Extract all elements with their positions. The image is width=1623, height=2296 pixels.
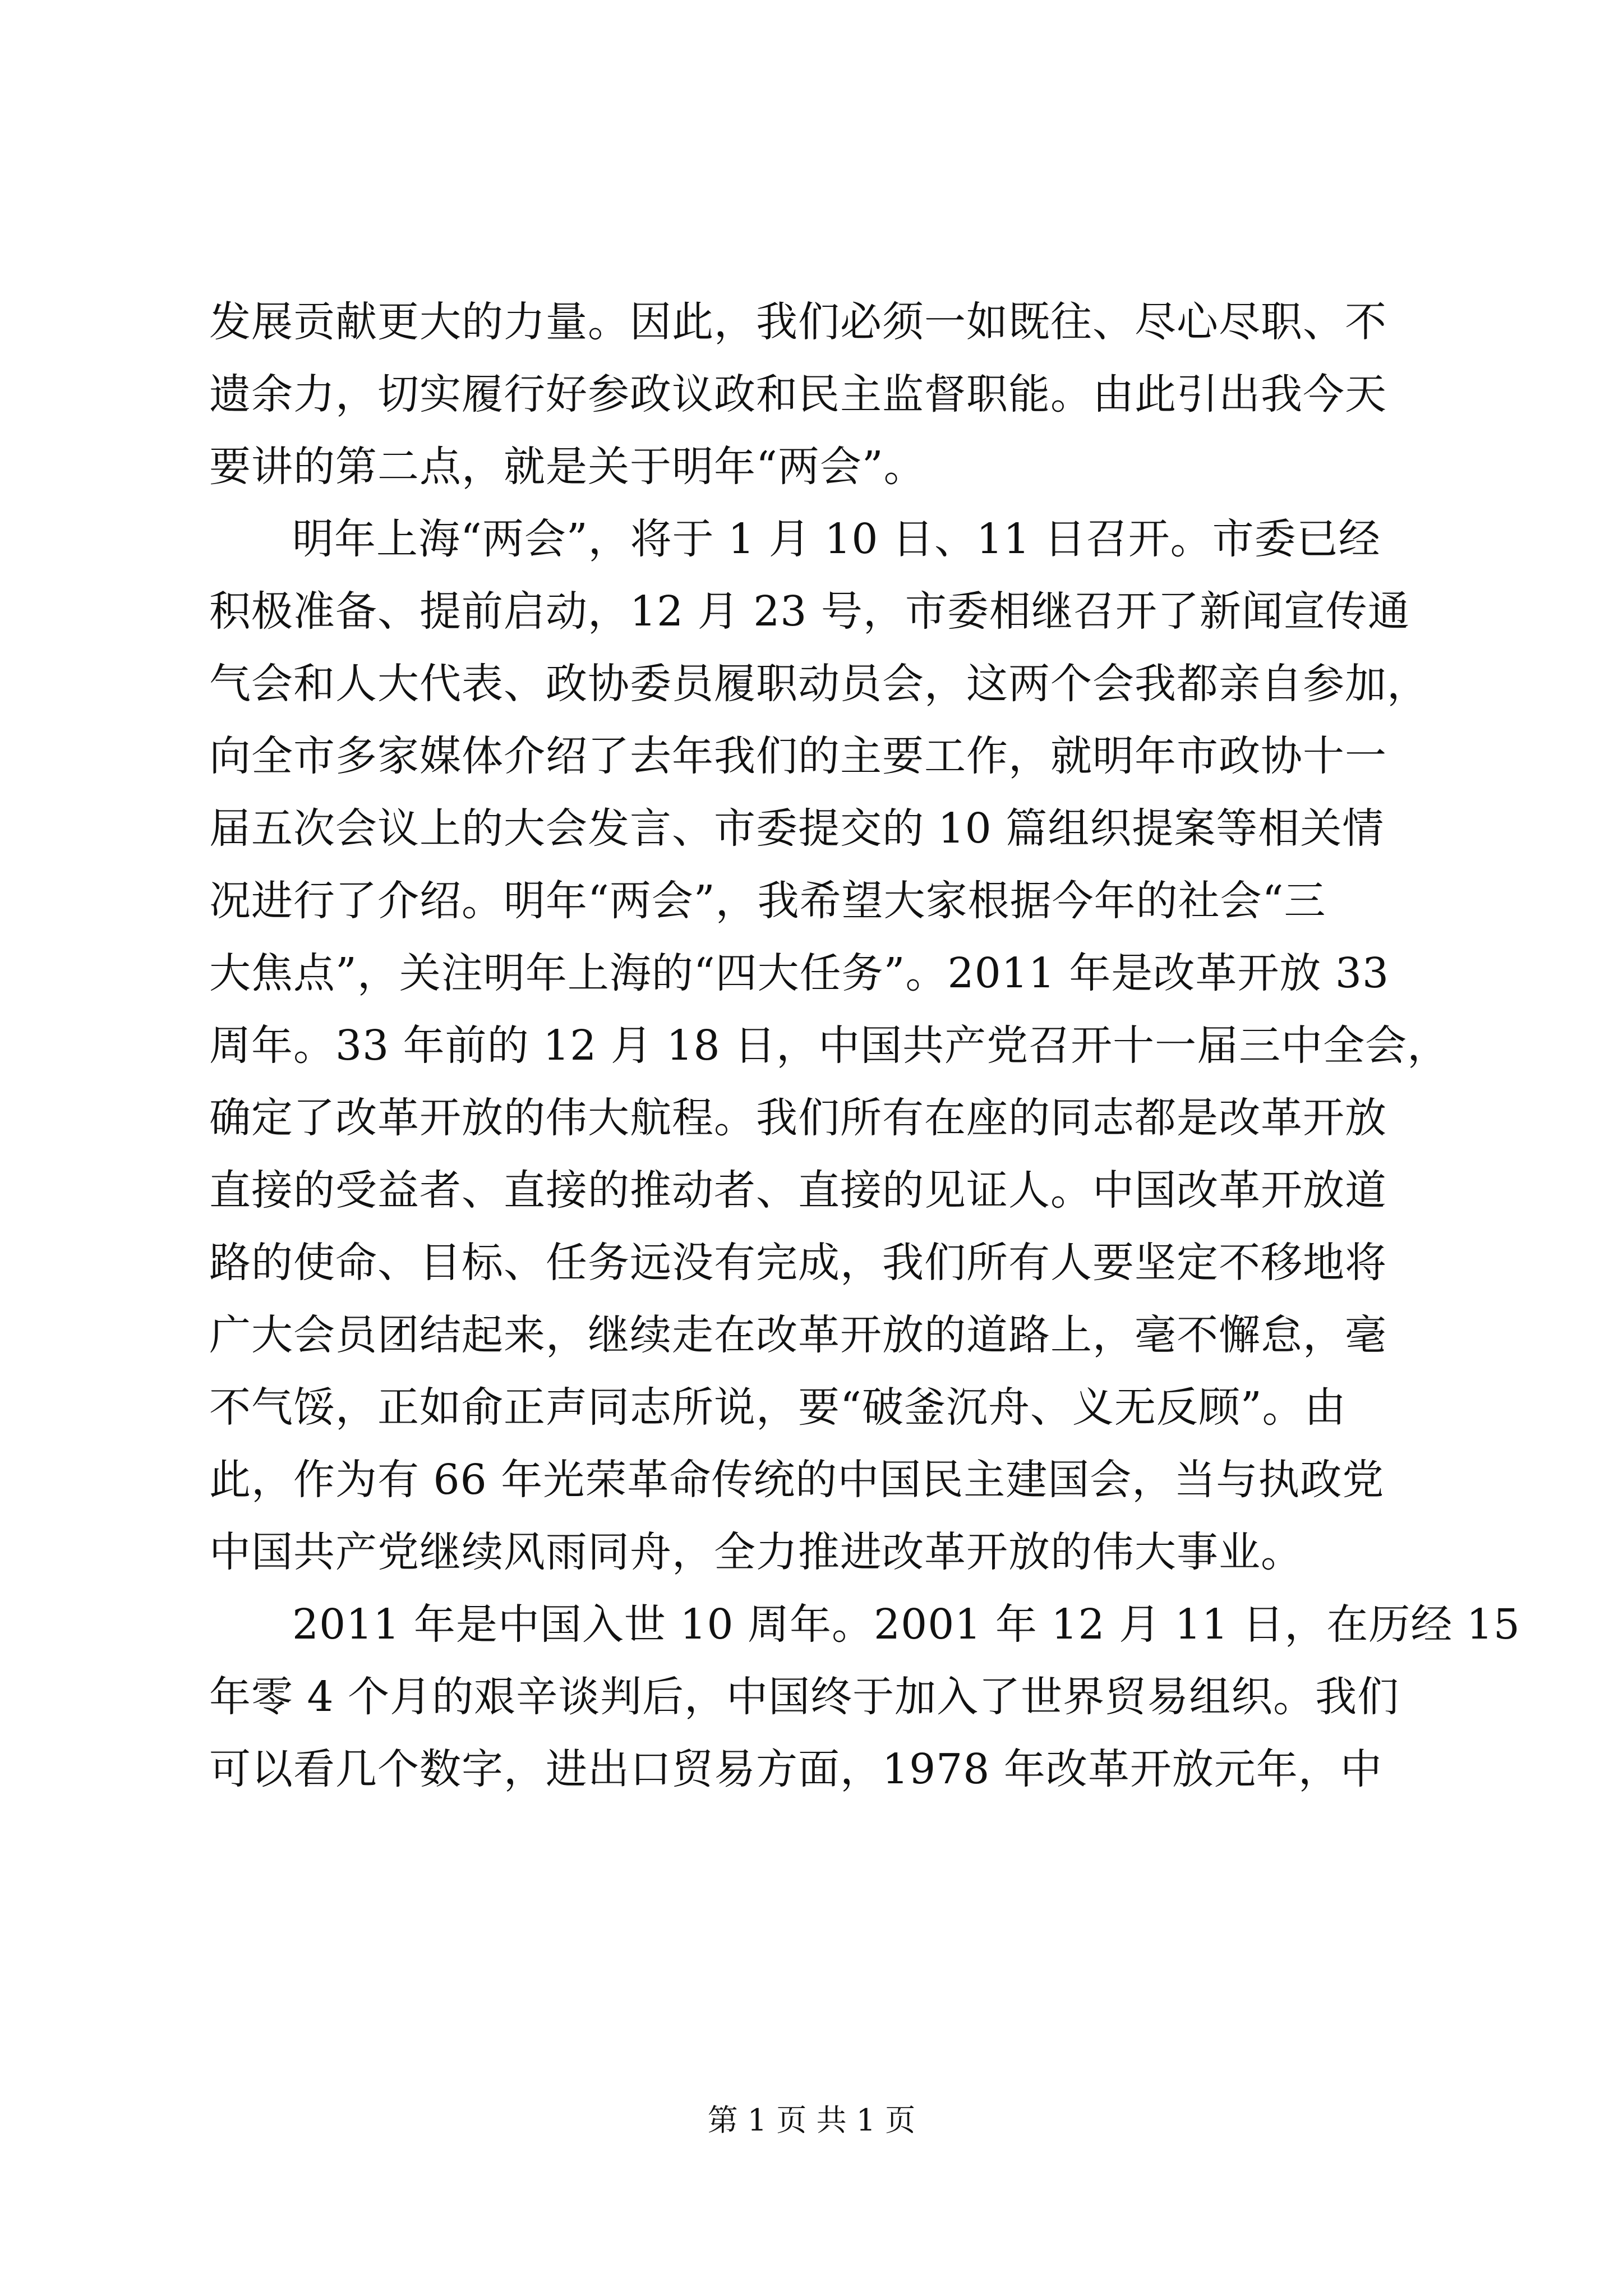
text-line: 向全市多家媒体介绍了去年我们的主要工作，就明年市政协十一 xyxy=(209,732,1387,780)
text-line: 此，作为有 66 年光荣革命传统的中国民主建国会，当与执政党 xyxy=(209,1456,1385,1504)
paragraph-first-line: 明年上海“两会”，将于 1 月 10 日、11 日召开。市委已经 xyxy=(292,515,1381,563)
text-line: 届五次会议上的大会发言、市委提交的 10 篇组织提案等相关情 xyxy=(209,804,1385,853)
paragraph-first-line: 2011 年是中国入世 10 周年。2001 年 12 月 11 日，在历经 15 xyxy=(292,1600,1520,1649)
page-number-footer: 第 1 页 共 1 页 xyxy=(707,2102,916,2138)
text-line: 周年。33 年前的 12 月 18 日，中国共产党召开十一届三中全会， xyxy=(209,1022,1450,1070)
text-line: 不气馁，正如俞正声同志所说，要“破釜沉舟、义无反顾”。由 xyxy=(209,1383,1347,1432)
text-line: 路的使命、目标、任务远没有完成，我们所有人要坚定不移地将 xyxy=(209,1239,1387,1287)
text-line: 积极准备、提前启动，12 月 23 号，市委相继召开了新闻宣传通 xyxy=(209,587,1410,636)
text-line: 况进行了介绍。明年“两会”，我希望大家根据今年的社会“三 xyxy=(209,877,1326,925)
text-line: 中国共产党继续风雨同舟，全力推进改革开放的伟大事业。 xyxy=(209,1528,1303,1576)
text-line: 气会和人大代表、政协委员履职动员会，这两个会我都亲自参加， xyxy=(209,660,1429,708)
text-line: 直接的受益者、直接的推动者、直接的见证人。中国改革开放道 xyxy=(209,1166,1387,1214)
text-line: 遗余力，切实履行好参政议政和民主监督职能。由此引出我今天 xyxy=(209,370,1387,418)
text-line: 广大会员团结起来，继续走在改革开放的道路上，毫不懈怠，毫 xyxy=(209,1311,1387,1359)
text-line: 年零 4 个月的艰辛谈判后，中国终于加入了世界贸易组织。我们 xyxy=(209,1673,1400,1721)
text-line: 大焦点”，关注明年上海的“四大任务”。2011 年是改革开放 33 xyxy=(209,949,1390,997)
document-body xyxy=(209,286,1520,1806)
text-line: 发展贡献更大的力量。因此，我们必须一如既往、尽心尽职、不 xyxy=(209,298,1387,346)
text-line: 确定了改革开放的伟大航程。我们所有在座的同志都是改革开放 xyxy=(209,1094,1387,1142)
text-line: 要讲的第二点，就是关于明年“两会”。 xyxy=(209,443,926,491)
text-line: 可以看几个数字，进出口贸易方面，1978 年改革开放元年，中 xyxy=(209,1745,1382,1793)
